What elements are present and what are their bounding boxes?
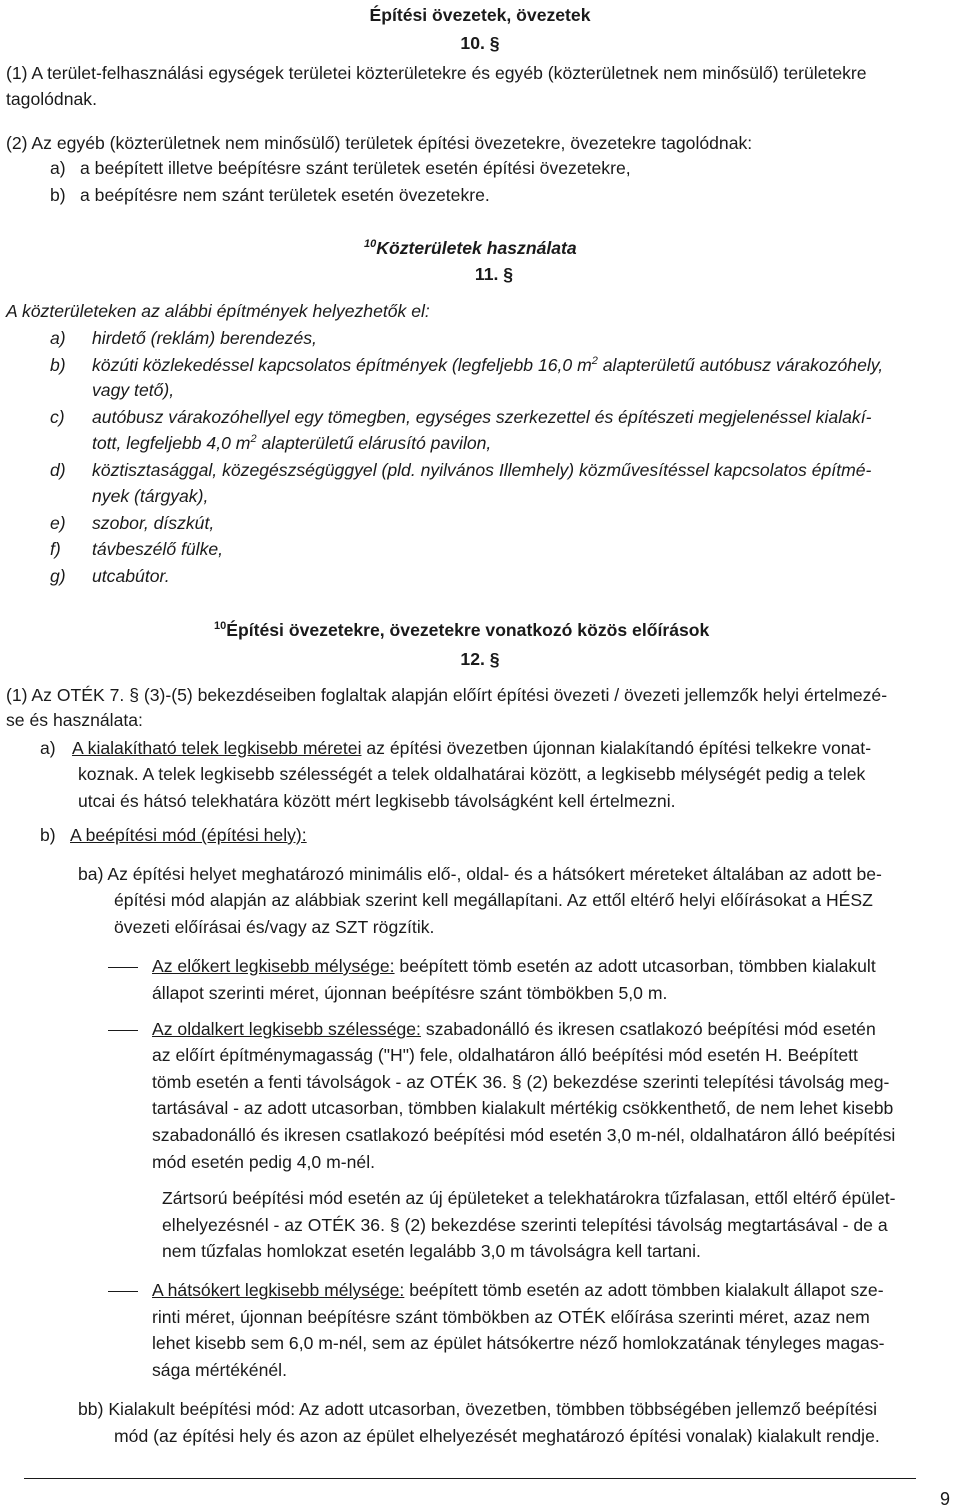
list-marker-a: a) xyxy=(40,738,56,758)
list-marker: g) xyxy=(50,566,66,586)
footer-rule xyxy=(24,1478,916,1479)
dash-item-2-line-6: mód esetén pedig 4,0 m-nél. xyxy=(152,1152,375,1172)
list-item-text: távbeszélő fülke, xyxy=(92,539,224,559)
list-item-text-cont: nyek (tárgyak), xyxy=(92,486,209,506)
footnote-ref: 10 xyxy=(214,620,227,633)
dash-item-3-line-4: sága mértékénél. xyxy=(152,1360,287,1380)
item-ba-line-1: ba) Az építési helyet meghatározó minimális elő-, oldal- és a hátsókert méreteket általában az adott be- xyxy=(78,864,882,884)
item-ba-line-2: építési mód alapján az alábbiak szerint kell megállapítani. Az ettől eltérő helyi előírásokat a HÉSZ xyxy=(114,890,873,910)
list-marker: f) xyxy=(50,539,61,559)
list-item-text: szobor, díszkút, xyxy=(92,513,215,533)
dash-item-2-line-4: tartásával - az adott utcasorban, tömbben kialakult mértékig csökkenthető, de nem lehet kisebb xyxy=(152,1098,894,1118)
list-item-text-cont: vagy tető), xyxy=(92,380,175,400)
list-marker: c) xyxy=(50,407,65,427)
dash-item-2-line-1: Az oldalkert legkisebb szélessége: szabadonálló és ikresen csatlakozó beépítési mód esetén xyxy=(152,1019,876,1039)
list-marker: e) xyxy=(50,513,66,533)
item-a-line-3: utcai és hátsó telekhatára között mért legkisebb távolságként kell értelmezni. xyxy=(78,791,676,811)
paragraph-2: (2) Az egyéb (közterületnek nem minősülő) területek építési övezetekre, övezetekre tagolódnak: xyxy=(6,133,753,153)
item-b-heading: A beépítési mód (építési hely): xyxy=(70,825,307,845)
dash-item-1-line-1: Az előkert legkisebb mélysége: beépített tömb esetén az adott utcasorban, tömbben kialakult xyxy=(152,956,876,976)
dash-item-2-line-2: az előírt építménymagasság ("H") fele, oldalhatáron álló beépítési mód esetén H. Beépített xyxy=(152,1045,858,1065)
page-number: 9 xyxy=(940,1489,951,1509)
paragraph-1-line-2: se és használata: xyxy=(6,710,143,730)
dash-item-3-line-2: rinti méret, újonnan beépítésre szánt tömbökben az OTÉK előírása szerinti méret, azaz nem xyxy=(152,1307,870,1327)
section-title-11 xyxy=(364,240,577,258)
list-marker-b: b) xyxy=(40,825,56,845)
item-bb-line-2: mód (az építési hely és azon az épület elhelyezését meghatározó építési vonalak) kialakult rendje. xyxy=(114,1426,880,1446)
section-title-text: Építési övezetekre, övezetekre vonatkozó közös előírások xyxy=(226,620,710,640)
list-marker-b: b) xyxy=(50,185,66,205)
section-11-intro: A közterületeken az alábbi építmények helyezhetők el: xyxy=(6,301,430,321)
section-title-12 xyxy=(214,622,709,640)
dash-item-3-line-1: A hátsókert legkisebb mélysége: beépített tömb esetén az adott tömbben kialakult állapot sze- xyxy=(152,1280,884,1300)
list-marker: a) xyxy=(50,328,66,348)
item-bb-line-1: bb) Kialakult beépítési mód: Az adott utcasorban, övezetben, tömbben többségében jellemző beépítési xyxy=(78,1399,878,1419)
section-number-10: 10. § xyxy=(460,33,500,53)
list-item-text: utcabútor. xyxy=(92,566,170,586)
closed-row-line-1: Zártsorú beépítési mód esetén az új épületeket a telekhatárokra tűzfalasan, ettől eltérő épület- xyxy=(162,1188,896,1208)
list-item-text: közúti közlekedéssel kapcsolatos építmények (legfeljebb 16,0 $m^2$ alapterületű autóbusz várakozóhely, xyxy=(92,355,884,375)
list-item-a: a beépített illetve beépítésre szánt területek esetén építési övezetekre, xyxy=(80,158,631,178)
item-a-line-1: A kialakítható telek legkisebb méretei az építési övezetben újonnan kialakítandó építési telkekre vonat- xyxy=(72,738,872,758)
dash-bullet xyxy=(108,967,138,968)
list-marker-a: a) xyxy=(50,158,66,178)
section-number-11: 11. § xyxy=(474,264,514,284)
closed-row-line-3: nem tűzfalas homlokzat esetén legalább 3,0 m távolságra kell tartani. xyxy=(162,1241,701,1261)
dash-item-3-line-3: lehet kisebb sem 6,0 m-nél, sem az épület hátsókertre néző homlokzatának tényleges magas- xyxy=(152,1333,885,1353)
dash-bullet xyxy=(108,1291,138,1292)
dash-item-2-line-5: szabadonálló és ikresen csatlakozó beépítési mód esetén 3,0 m-nél, oldalhatáron álló beépítési xyxy=(152,1125,896,1145)
dash-bullet xyxy=(108,1030,138,1031)
item-a-line-2: koznak. A telek legkisebb szélességét a telek oldalhatárai között, a legkisebb mélységét pedig a telek xyxy=(78,764,866,784)
section-title-10: Építési övezetek, övezetek xyxy=(369,5,591,25)
paragraph-1-line-1: (1) A terület-felhasználási egységek területei közterületekre és egyéb (közterületnek nem minősülő) területekre xyxy=(6,63,867,83)
list-item-text: autóbusz várakozóhellyel egy tömegben, egységes szerkezettel és építészeti megjelenéssel kialakí- xyxy=(92,407,872,427)
list-item-text-cont: tott, legfeljebb 4,0 $m^2$ alapterületű elárusító pavilon, xyxy=(92,433,492,453)
list-marker: d) xyxy=(50,460,66,480)
list-marker: b) xyxy=(50,355,66,375)
list-item-text: hirdető (reklám) berendezés, xyxy=(92,328,317,348)
item-ba-line-3: övezeti előírásai és/vagy az SZT rögzítik. xyxy=(114,917,435,937)
list-item-text: köztisztasággal, közegészségüggyel (pld. nyilvános Illemhely) közművesítéssel kapcsolatos építmé- xyxy=(92,460,872,480)
dash-item-1-line-2: állapot szerinti méret, újonnan beépítésre szánt tömbökben 5,0 m. xyxy=(152,983,668,1003)
section-number-12: 12. § xyxy=(460,649,500,669)
paragraph-1-line-1: (1) Az OTÉK 7. § (3)-(5) bekezdéseiben foglaltak alapján előírt építési övezeti / övezeti jellemzők helyi értelmezé- xyxy=(6,685,888,705)
paragraph-1-line-2: tagolódnak. xyxy=(6,89,97,109)
closed-row-line-2: elhelyezésnél - az OTÉK 36. § (2) bekezdése szerinti telepítési távolság megtartásával - de a xyxy=(162,1215,888,1235)
footnote-ref: 10 xyxy=(364,238,377,251)
list-item-b: a beépítésre nem szánt területek esetén övezetekre. xyxy=(80,185,490,205)
section-title-text: Közterületek használata xyxy=(376,238,577,258)
dash-item-2-line-3: tömb esetén a fenti távolságok - az OTÉK 36. § (2) bekezdése szerinti telepítési távolság meg- xyxy=(152,1072,890,1092)
